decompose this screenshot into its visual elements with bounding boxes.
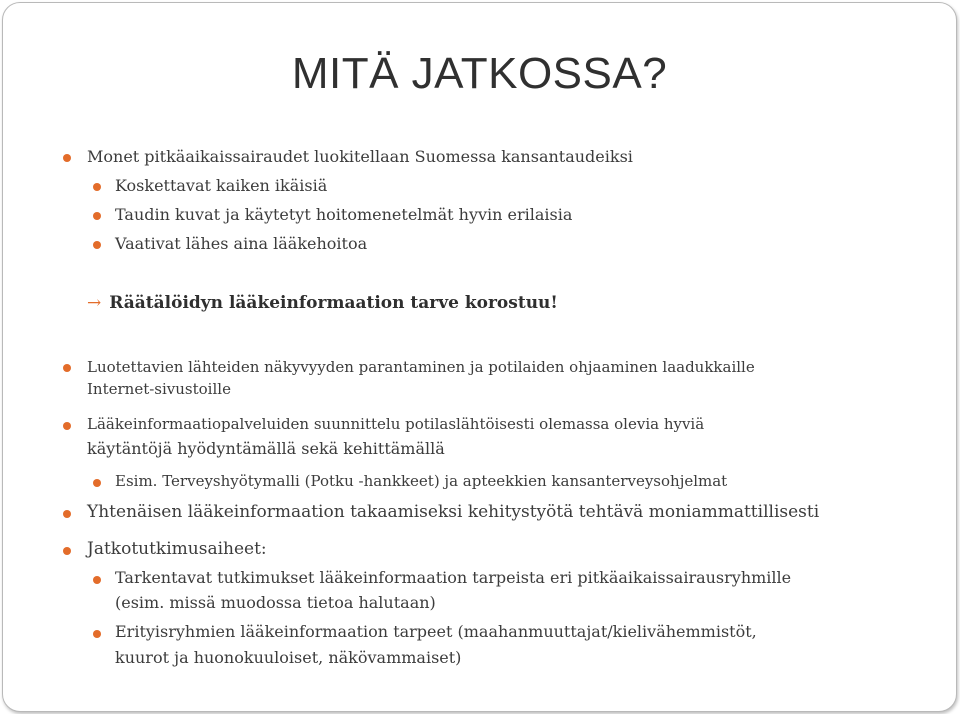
- bullet-text: Lääkeinformaatiopalveluiden suunnittelu potilaslähtöisesti olemassa olevia hyviä: [87, 415, 705, 433]
- bullet-icon: [93, 479, 101, 487]
- bullet-icon: [63, 547, 71, 555]
- emphasis-line: [87, 293, 558, 313]
- bullet-icon: [93, 212, 101, 220]
- bullet-icon: [93, 576, 101, 584]
- emphasis-text: Räätälöidyn lääkeinformaation tarve korostuu!: [109, 293, 558, 313]
- bullet-text: Jatkotutkimusaiheet:: [87, 539, 267, 559]
- bullet-text: Monet pitkäaikaissairaudet luokitellaan Suomessa kansantaudeiksi: [87, 147, 633, 166]
- bullet-icon: [63, 364, 71, 372]
- bullet-icon: [63, 510, 71, 518]
- bullet-icon: [63, 154, 71, 162]
- bullet-icon: [93, 630, 101, 638]
- bullet-text-cont: (esim. missä muodossa tietoa halutaan): [115, 593, 436, 612]
- bullet-icon: [63, 422, 71, 430]
- bullet-icon: [93, 183, 101, 191]
- bullet-text: Yhtenäisen lääkeinformaation takaamiseksi kehitystyötä tehtävä moniammattillisesti: [87, 502, 820, 522]
- bullet-text: Esim. Terveyshyötymalli (Potku -hankkeet) ja apteekkien kansanterveysohjelmat: [115, 472, 728, 490]
- bullet-text: Tarkentavat tutkimukset lääkeinformaation tarpeista eri pitkäaikaissairausryhmille: [115, 568, 792, 587]
- slide: [2, 2, 957, 712]
- bullet-icon: [93, 241, 101, 249]
- bullet-text: Luotettavien lähteiden näkyvyyden parantaminen ja potilaiden ohjaaminen laadukkaille: [87, 358, 755, 376]
- bullet-text: Taudin kuvat ja käytetyt hoitomenetelmät hyvin erilaisia: [115, 205, 573, 224]
- bullet-text-cont: Internet-sivustoille: [87, 380, 231, 398]
- bullet-text: Vaativat lähes aina lääkehoitoa: [115, 234, 368, 253]
- bullet-text-cont: käytäntöjä hyödyntämällä sekä kehittämällä: [87, 439, 445, 458]
- bullet-text: Erityisryhmien lääkeinformaation tarpeet (maahanmuuttajat/kielivähemmistöt,: [115, 622, 757, 641]
- bullet-text: Koskettavat kaiken ikäisiä: [115, 176, 328, 195]
- slide-title: MITÄ JATKOSSA?: [291, 49, 668, 98]
- bullet-text-cont: kuurot ja huonokuuloiset, näkövammaiset): [115, 648, 462, 667]
- arrow-right-icon: →: [87, 293, 102, 313]
